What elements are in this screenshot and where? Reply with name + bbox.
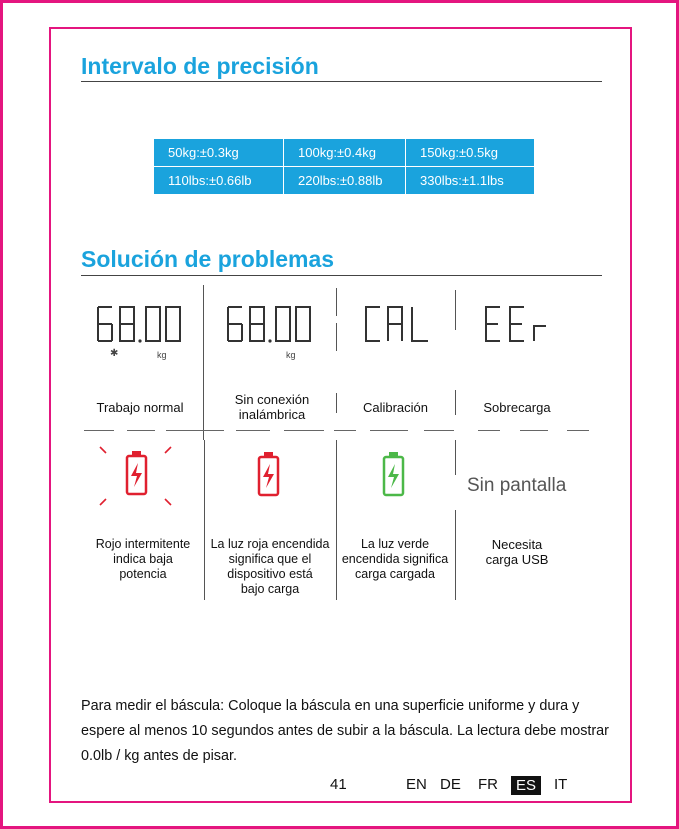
- lang-it[interactable]: IT: [554, 776, 568, 793]
- table-row: [154, 167, 535, 195]
- display-label-overload: Sobrecarga: [483, 400, 551, 415]
- column-divider: [336, 393, 337, 413]
- lang-es[interactable]: ES: [511, 776, 541, 795]
- column-divider: [336, 288, 337, 316]
- desc-line: potencia: [119, 567, 167, 581]
- battery-red-icon: [256, 451, 282, 497]
- troubleshooting-heading: Solución de problemas: [81, 246, 335, 272]
- column-divider: [455, 510, 456, 600]
- desc-line: carga cargada: [355, 567, 435, 581]
- bluetooth-icon: ✱: [110, 348, 119, 359]
- row-divider: [567, 430, 589, 431]
- precision-table: [153, 138, 535, 195]
- label-line: Sin conexión: [234, 392, 310, 407]
- lang-de[interactable]: DE: [440, 776, 461, 793]
- desc-line: carga USB: [485, 552, 549, 567]
- column-divider: [455, 390, 456, 415]
- display-overload: [482, 304, 557, 346]
- instruction-paragraph: Para medir el báscula: Coloque la báscula en una superficie uniforme y dura y espere al menos 10 segundos antes de subir a la báscula. La lectura debe mostrar 0.0lb / kg antes de pisar.: [81, 698, 609, 764]
- desc-line: significa que el: [228, 552, 312, 566]
- battery-desc-red: [204, 537, 336, 597]
- display-calibration: [362, 304, 437, 346]
- row-divider: [424, 430, 454, 431]
- table-row: [154, 139, 535, 167]
- desc-line: La luz roja encendida: [210, 537, 330, 551]
- row-divider: [284, 430, 324, 431]
- no-display-text: Sin pantalla: [467, 475, 567, 496]
- table-cell: 50kg:±0.3kg: [154, 139, 284, 167]
- row-divider: [127, 430, 155, 431]
- battery-desc-usb: [458, 537, 576, 567]
- label-line: inalámbrica: [238, 407, 306, 422]
- desc-line: bajo carga: [240, 582, 300, 596]
- lang-en[interactable]: EN: [406, 776, 427, 793]
- display-label-no-connection: [210, 392, 334, 422]
- desc-line: indica baja: [113, 552, 173, 566]
- lang-fr[interactable]: FR: [478, 776, 498, 793]
- row-divider: [236, 430, 270, 431]
- desc-line: Rojo intermitente: [95, 537, 191, 551]
- table-cell: 330lbs:±1.1lbs: [406, 167, 535, 195]
- display-no-connection: [224, 304, 319, 346]
- table-cell: 100kg:±0.4kg: [284, 139, 406, 167]
- column-divider: [336, 323, 337, 351]
- battery-green-icon: [381, 451, 407, 497]
- column-divider: [203, 285, 204, 440]
- table-cell: 110lbs:±0.66lb: [154, 167, 284, 195]
- table-cell: 150kg:±0.5kg: [406, 139, 535, 167]
- battery-desc-green: [336, 537, 454, 582]
- desc-line: dispositivo está: [227, 567, 313, 581]
- unit-label: kg: [286, 350, 296, 360]
- display-normal: [94, 304, 189, 346]
- precision-heading: Intervalo de precisión: [81, 53, 319, 79]
- desc-line: encendida significa: [341, 552, 449, 566]
- row-divider: [370, 430, 408, 431]
- row-divider: [478, 430, 500, 431]
- table-cell: 220lbs:±0.88lb: [284, 167, 406, 195]
- display-label-normal: Trabajo normal: [96, 400, 184, 415]
- display-label-calibration: Calibración: [362, 400, 429, 415]
- unit-label: kg: [157, 350, 167, 360]
- row-divider: [84, 430, 114, 431]
- desc-line: La luz verde: [360, 537, 430, 551]
- column-divider: [455, 290, 456, 330]
- desc-line: Necesita: [491, 537, 543, 552]
- row-divider: [520, 430, 548, 431]
- battery-desc-flashing: [84, 537, 202, 582]
- page-number: 41: [330, 776, 347, 793]
- heading-rule: [81, 275, 602, 276]
- battery-red-flashing-icon: [97, 443, 177, 509]
- heading-rule: [81, 81, 602, 82]
- row-divider: [166, 430, 224, 431]
- row-divider: [334, 430, 356, 431]
- column-divider: [455, 440, 456, 475]
